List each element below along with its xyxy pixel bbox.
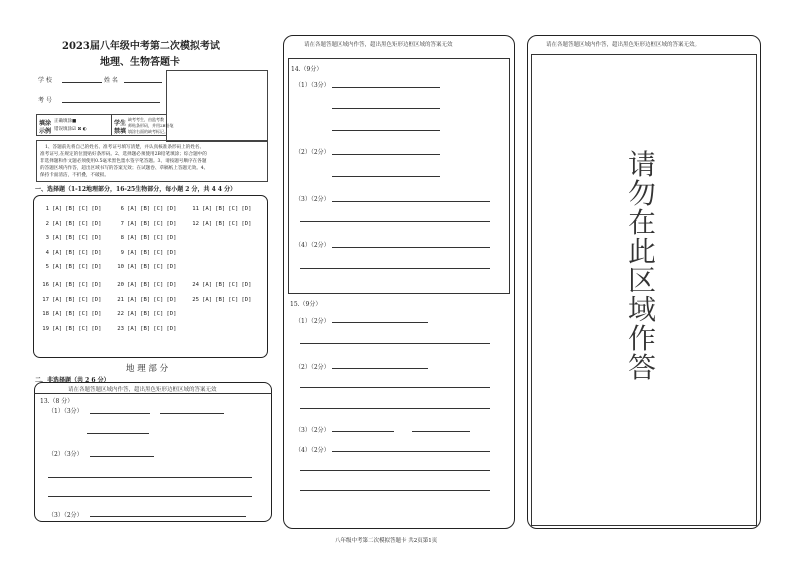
choice-bubble[interactable]: [D] xyxy=(91,264,102,271)
choice-row xyxy=(115,235,179,241)
choice-bubble[interactable]: [C] xyxy=(153,296,164,303)
choice-bubble[interactable]: [B] xyxy=(140,206,151,212)
choice-bubble[interactable]: [C] xyxy=(153,264,164,271)
choice-row xyxy=(115,250,179,256)
choice-bubble[interactable]: [B] xyxy=(140,325,151,332)
q15-3-line-a[interactable] xyxy=(332,431,394,432)
choice-bubble[interactable]: [A] xyxy=(52,220,63,227)
q14-3-line-b[interactable] xyxy=(300,221,490,222)
notice-line: 1、答题前先将自己的姓名、准考证号填写清楚，并认真核准条形码上的姓名、 xyxy=(45,145,205,150)
no-answer-char: 区 xyxy=(627,264,656,297)
choice-bubble[interactable]: [C] xyxy=(228,282,239,288)
q13-1-line-a[interactable] xyxy=(90,413,150,414)
choice-bubble[interactable]: [B] xyxy=(65,220,76,227)
choice-bubble[interactable]: [B] xyxy=(65,325,76,332)
choice-bubble[interactable]: [A] xyxy=(52,325,63,332)
choice-number: 1 xyxy=(45,206,49,212)
choice-row xyxy=(40,282,104,288)
choice-number: 5 xyxy=(45,264,49,271)
choice-answer-box xyxy=(33,195,268,358)
q14-part-2: （2）（2分） xyxy=(295,149,330,156)
choice-bubble[interactable]: [D] xyxy=(241,296,252,303)
q13-label: 13.（8 分） xyxy=(40,398,74,405)
choice-bubble[interactable]: [B] xyxy=(65,235,76,242)
q14-3-line-a[interactable] xyxy=(332,201,490,202)
middle-warning: 请在各题答题区域内作答，超出黑色矩形边框区域的答案无效 xyxy=(304,42,453,48)
choice-row xyxy=(40,311,104,317)
choice-bubble[interactable]: [A] xyxy=(127,311,138,318)
choice-bubble[interactable]: [B] xyxy=(140,296,151,303)
q13-part-1: （1）（3分） xyxy=(48,408,83,415)
q15-4-line-a[interactable] xyxy=(332,451,490,452)
q14-1-line-a[interactable] xyxy=(332,87,440,88)
q14-2-line-a[interactable] xyxy=(332,154,440,155)
choice-number: 24 xyxy=(192,282,199,288)
q13-1-line-b[interactable] xyxy=(160,413,224,414)
choice-bubble[interactable]: [B] xyxy=(140,282,151,288)
choice-bubble[interactable]: [A] xyxy=(52,235,63,242)
notice-line: 准考证号,在规定的位置贴好条形码。2、选择题必须使用2B铅笔填涂；综合题中的 xyxy=(40,152,207,157)
no-answer-char: 请 xyxy=(627,148,656,181)
q13-2-line-a[interactable] xyxy=(90,456,154,457)
q15-part-2: （2）（2分） xyxy=(295,364,330,371)
school-label: 学 校 xyxy=(38,77,52,84)
choice-bubble[interactable]: [C] xyxy=(78,325,89,332)
choice-bubble[interactable]: [D] xyxy=(91,325,102,332)
fill-correct-text: 正确填涂■ xyxy=(54,119,77,124)
choice-number: 17 xyxy=(42,296,49,303)
q15-2-line-b[interactable] xyxy=(300,387,490,388)
barcode-box xyxy=(166,70,268,142)
exam-number-field[interactable] xyxy=(62,102,160,103)
choice-bubble[interactable]: [B] xyxy=(65,264,76,271)
q14-part-1: （1）（3分） xyxy=(295,82,330,89)
choice-bubble[interactable]: [D] xyxy=(91,311,102,318)
choice-row xyxy=(190,297,254,303)
right-warning: 请在各题答题区域内作答，超出黑色矩形边框区域的答案无效。 xyxy=(546,42,701,48)
no-answer-char: 域 xyxy=(627,293,656,326)
student-label-2: 禁填 xyxy=(114,128,127,135)
fill-wrong-text: 错误填涂☑ ⊠ ◐ xyxy=(54,127,87,132)
choice-number: 6 xyxy=(120,206,124,212)
choice-bubble[interactable]: [D] xyxy=(91,220,102,227)
choice-row xyxy=(115,311,179,317)
choice-bubble[interactable]: [D] xyxy=(166,249,177,256)
choice-number: 23 xyxy=(117,325,124,332)
choice-bubble[interactable]: [B] xyxy=(65,311,76,318)
choice-bubble[interactable]: [D] xyxy=(166,220,177,227)
q15-4-line-b[interactable] xyxy=(300,470,490,471)
choice-bubble[interactable]: [D] xyxy=(91,249,102,256)
choice-number: 19 xyxy=(42,325,49,332)
choice-bubble[interactable]: [A] xyxy=(202,220,213,227)
name-field[interactable] xyxy=(124,82,162,83)
choice-bubble[interactable]: [B] xyxy=(140,249,151,256)
choice-number: 16 xyxy=(42,282,49,288)
no-answer-char: 作 xyxy=(627,322,656,355)
q13-2-line-b[interactable] xyxy=(48,477,252,478)
choice-row xyxy=(40,221,104,227)
choice-bubble[interactable]: [B] xyxy=(215,296,226,303)
choice-bubble[interactable]: [B] xyxy=(215,206,226,212)
choice-number: 7 xyxy=(120,220,124,227)
choice-row xyxy=(115,206,179,212)
no-answer-char: 勿 xyxy=(627,177,656,210)
choice-bubble[interactable]: [C] xyxy=(78,249,89,256)
choice-bubble[interactable]: [A] xyxy=(127,220,138,227)
choice-number: 11 xyxy=(192,206,199,212)
choice-bubble[interactable]: [D] xyxy=(241,206,252,212)
choice-bubble[interactable]: [D] xyxy=(241,220,252,227)
choice-number: 10 xyxy=(117,264,124,271)
no-answer-char: 答 xyxy=(627,351,656,384)
q13-2-line-c[interactable] xyxy=(48,496,252,497)
choice-row xyxy=(190,206,254,212)
choice-bubble[interactable]: [C] xyxy=(153,311,164,318)
choice-number: 21 xyxy=(117,296,124,303)
q14-part-4: （4）（2分） xyxy=(295,242,330,249)
q15-3-line-b[interactable] xyxy=(412,431,470,432)
q14-4-line-b[interactable] xyxy=(300,268,490,269)
choice-bubble[interactable]: [C] xyxy=(153,220,164,227)
choice-bubble[interactable]: [A] xyxy=(52,264,63,271)
choice-bubble[interactable]: [D] xyxy=(166,282,177,288)
choice-row xyxy=(115,282,179,288)
choice-bubble[interactable]: [C] xyxy=(153,325,164,332)
choice-bubble[interactable]: [A] xyxy=(127,264,138,271)
choice-bubble[interactable]: [D] xyxy=(91,235,102,242)
section-2-heading: 二、非选择题（共 2 6 分） xyxy=(35,377,110,384)
choice-bubble[interactable]: [C] xyxy=(78,264,89,271)
choice-number: 8 xyxy=(120,235,124,242)
choice-number: 20 xyxy=(117,282,124,288)
choice-bubble[interactable]: [B] xyxy=(215,220,226,227)
q15-1-line-a[interactable] xyxy=(332,322,428,323)
q14-label: 14.（9分） xyxy=(291,66,323,73)
choice-bubble[interactable]: [A] xyxy=(127,235,138,242)
choice-row xyxy=(40,297,104,303)
choice-bubble[interactable]: [D] xyxy=(166,235,177,242)
student-no-fill-box xyxy=(111,114,174,136)
q15-2-line-a[interactable] xyxy=(332,368,428,369)
choice-bubble[interactable]: [C] xyxy=(78,311,89,318)
choice-bubble[interactable]: [A] xyxy=(202,296,213,303)
choice-bubble[interactable]: [C] xyxy=(78,296,89,303)
q13-1-line-c[interactable] xyxy=(87,433,149,434)
choice-number: 22 xyxy=(117,311,124,318)
q14-1-line-c[interactable] xyxy=(332,130,440,131)
choice-bubble[interactable]: [C] xyxy=(78,206,89,212)
choice-bubble[interactable]: [C] xyxy=(228,296,239,303)
fill-example-box xyxy=(36,114,112,136)
choice-bubble[interactable]: [B] xyxy=(65,296,76,303)
choice-bubble[interactable]: [B] xyxy=(65,282,76,288)
exam-number-label: 考 号 xyxy=(38,97,52,104)
no-answer-char: 在 xyxy=(627,206,656,239)
q15-part-4: （4）（2分） xyxy=(295,447,330,454)
q15-label: 15.（9分） xyxy=(290,301,322,308)
choice-bubble[interactable]: [B] xyxy=(65,249,76,256)
choice-bubble[interactable]: [D] xyxy=(166,296,177,303)
choice-row xyxy=(190,282,254,288)
student-label-1: 学生 xyxy=(114,120,127,127)
choice-row xyxy=(40,264,104,270)
q15-part-3: （3）（2分） xyxy=(295,427,330,434)
choice-bubble[interactable]: [A] xyxy=(52,282,63,288)
choice-row xyxy=(40,250,104,256)
choice-bubble[interactable]: [A] xyxy=(127,249,138,256)
choice-bubble[interactable]: [A] xyxy=(202,206,213,212)
choice-bubble[interactable]: [A] xyxy=(52,206,63,212)
choice-number: 12 xyxy=(192,220,199,227)
choice-bubble[interactable]: [D] xyxy=(166,311,177,318)
fill-example-label-2: 示例 xyxy=(39,128,52,135)
choice-bubble[interactable]: [A] xyxy=(52,296,63,303)
notice-line: 的答题区域内作答，超出区域书写的答案无效；在试题卷、草稿纸上答题无效。4、 xyxy=(40,166,209,171)
choice-row xyxy=(40,326,104,332)
choice-row xyxy=(115,221,179,227)
choice-bubble[interactable]: [B] xyxy=(140,311,151,318)
choice-bubble[interactable]: [D] xyxy=(166,206,177,212)
choice-bubble[interactable]: [B] xyxy=(140,235,151,242)
choice-number: 25 xyxy=(192,296,199,303)
choice-bubble[interactable]: [C] xyxy=(153,206,164,212)
q14-1-line-b[interactable] xyxy=(332,108,440,109)
q13-warning: 请在各题答题区域内作答，超出黑色矩形边框区域的答案无效 xyxy=(68,387,217,393)
fill-example-label-1: 填涂 xyxy=(39,120,52,127)
choice-bubble[interactable]: [A] xyxy=(127,282,138,288)
choice-bubble[interactable]: [B] xyxy=(140,264,151,271)
section-1-heading: 一、选择题（1-12地理部分，16-25生物部分，每小题 2 分，共 4 4 分） xyxy=(35,186,237,193)
notice-line: 非选择题和作文题必须使用0.5毫米黑色墨水签字笔答题。3、请按题号顺序在各题 xyxy=(40,159,207,164)
choice-number: 18 xyxy=(42,311,49,318)
q14-2-line-b[interactable] xyxy=(332,176,440,177)
choice-bubble[interactable]: [A] xyxy=(127,325,138,332)
choice-bubble[interactable]: [C] xyxy=(78,235,89,242)
choice-bubble[interactable]: [A] xyxy=(127,206,138,212)
q15-part-1: （1）（2分） xyxy=(295,318,330,325)
q14-4-line-a[interactable] xyxy=(332,247,490,248)
choice-bubble[interactable]: [D] xyxy=(91,296,102,303)
student-text-2: 师贴条形码，并用2B铅笔 xyxy=(128,123,174,128)
choice-bubble[interactable]: [A] xyxy=(202,282,213,288)
no-answer-vertical-text xyxy=(622,150,662,382)
left-title-2: 地理、生物答题卡 xyxy=(100,57,180,68)
choice-row xyxy=(190,221,254,227)
choice-bubble[interactable]: [C] xyxy=(228,206,239,212)
page-footer: 八年级中考第二次模拟答题卡 共2页第1页 xyxy=(335,538,438,544)
choice-row xyxy=(115,264,179,270)
q15-2-line-c[interactable] xyxy=(300,408,490,409)
geo-part-heading: 地 理 部 分 xyxy=(126,364,169,374)
q15-4-line-c[interactable] xyxy=(300,490,490,491)
choice-bubble[interactable]: [C] xyxy=(78,220,89,227)
choice-number: 4 xyxy=(45,249,49,256)
choice-bubble[interactable]: [D] xyxy=(241,282,252,288)
choice-number: 9 xyxy=(120,249,124,256)
choice-bubble[interactable]: [C] xyxy=(228,220,239,227)
choice-number: 2 xyxy=(45,220,49,227)
no-answer-char: 此 xyxy=(627,235,656,268)
choice-bubble[interactable]: [A] xyxy=(52,249,63,256)
choice-bubble[interactable]: [C] xyxy=(153,282,164,288)
choice-row xyxy=(40,206,104,212)
choice-bubble[interactable]: [C] xyxy=(153,249,164,256)
name-label: 姓 名 xyxy=(104,77,118,84)
q13-part-2: （2）（3分） xyxy=(48,451,83,458)
q15-1-line-b[interactable] xyxy=(300,343,490,344)
student-text-3: 填涂右面的缺考标记。 xyxy=(128,129,168,134)
choice-number: 3 xyxy=(45,235,49,242)
choice-bubble[interactable]: [D] xyxy=(166,264,177,271)
choice-bubble[interactable]: [D] xyxy=(166,325,177,332)
choice-bubble[interactable]: [B] xyxy=(215,282,226,288)
choice-bubble[interactable]: [D] xyxy=(91,206,102,212)
choice-bubble[interactable]: [D] xyxy=(91,282,102,288)
choice-row xyxy=(115,297,179,303)
choice-bubble[interactable]: [C] xyxy=(78,282,89,288)
q13-inner-line xyxy=(34,393,272,394)
choice-bubble[interactable]: [A] xyxy=(127,296,138,303)
q13-part-3: （3）（2分） xyxy=(48,512,83,519)
choice-row xyxy=(40,235,104,241)
choice-row xyxy=(115,326,179,332)
q14-part-3: （3）（2分） xyxy=(295,196,330,203)
q13-3-line[interactable] xyxy=(90,516,246,517)
choice-bubble[interactable]: [B] xyxy=(140,220,151,227)
notice-box xyxy=(36,140,268,182)
choice-bubble[interactable]: [B] xyxy=(65,206,76,212)
student-text-1: 缺考考生，由监考教 xyxy=(128,117,164,122)
notice-line: 保持卡面清洁，不折叠，不破损。 xyxy=(40,173,109,178)
school-field[interactable] xyxy=(62,82,102,83)
left-title-1: 2023届八年级中考第二次模拟考试 xyxy=(62,41,220,52)
choice-bubble[interactable]: [A] xyxy=(52,311,63,318)
choice-bubble[interactable]: [C] xyxy=(153,235,164,242)
